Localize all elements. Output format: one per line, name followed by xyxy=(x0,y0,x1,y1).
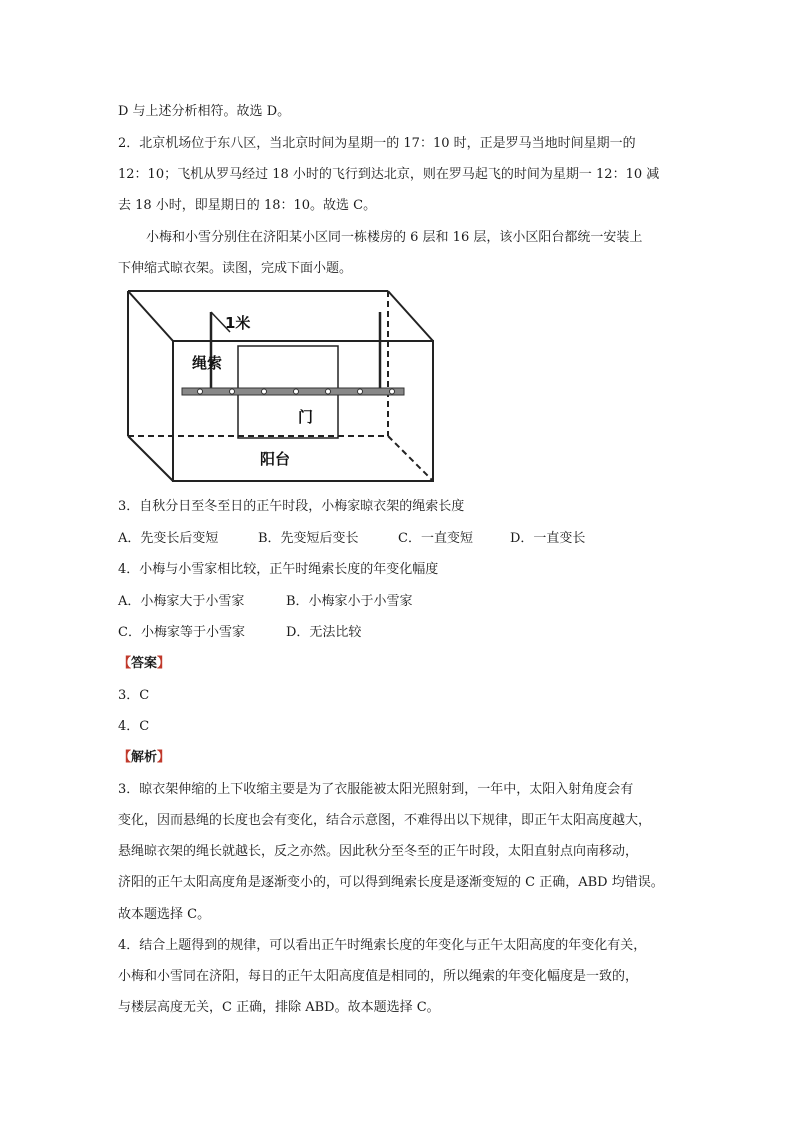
balcony-figure xyxy=(118,286,448,486)
q2-explanation-line: 去 18 小时，即星期日的 18：10。故选 C。 xyxy=(118,198,377,213)
analysis3-line: 3．晾衣架伸缩的上下收缩主要是为了衣服能被太阳光照射到，一年中，太阳入射角度会有 xyxy=(118,782,634,797)
stem-line: 小梅和小雪分别住在济阳某小区同一栋楼房的 6 层和 16 层，该小区阳台都统一安装上 xyxy=(146,230,643,245)
q2-explanation-line: 12：10；飞机从罗马经过 18 小时的飞行到达北京，则在罗马起飞的时间为星期一 12：10 减 xyxy=(118,167,660,182)
q4-stem: 4．小梅与小雪家相比较，正午时绳索长度的年变化幅度 xyxy=(118,562,439,577)
answer-3: 3．C xyxy=(118,688,150,703)
q4-option-d: D．无法比较 xyxy=(286,625,362,640)
q4-option-b: B．小梅家小于小雪家 xyxy=(286,594,413,609)
prev-answer-tail: D 与上述分析相符。故选 D。 xyxy=(118,104,291,119)
label-length: 1米 xyxy=(225,314,251,332)
q4-options-row2 xyxy=(118,624,361,642)
analysis4-line: 与楼层高度无关，C 正确，排除 ABD。故本题选择 C。 xyxy=(118,1000,440,1015)
q3-option-d: D．一直变长 xyxy=(510,531,586,546)
analysis-heading: 【解析】 xyxy=(118,750,171,765)
analysis4-line: 小梅和小雪同在济阳，每日的正午太阳高度值是相同的，所以绳索的年变化幅度是一致的， xyxy=(118,969,639,984)
answer-4: 4．C xyxy=(118,719,150,734)
q3-options xyxy=(118,530,585,548)
label-balcony: 阳台 xyxy=(260,450,291,468)
q2-explanation-line: 2．北京机场位于东八区，当北京时间为星期一的 17：10 时，正是罗马当地时间星期一的 xyxy=(118,136,636,151)
stem-line: 下伸缩式晾衣架。读图，完成下面小题。 xyxy=(118,261,353,276)
q3-stem: 3．自秋分日至冬至日的正午时段，小梅家晾衣架的绳索长度 xyxy=(118,499,465,514)
analysis3-line: 故本题选择 C。 xyxy=(118,907,211,922)
q4-option-a: A．小梅家大于小雪家 xyxy=(118,594,245,609)
q3-option-a: A．先变长后变短 xyxy=(118,531,219,546)
q3-option-c: C．一直变短 xyxy=(398,531,473,546)
q3-option-b: B．先变短后变长 xyxy=(258,531,359,546)
analysis3-line: 济阳的正午太阳高度角是逐渐变小的，可以得到绳索长度是逐渐变短的 C 正确，ABD 均错误。 xyxy=(118,875,664,890)
analysis3-line: 变化，因而悬绳的长度也会有变化，结合示意图，不难得出以下规律，即正午太阳高度越大， xyxy=(118,813,652,828)
answer-heading: 【答案】 xyxy=(118,656,171,671)
analysis4-line: 4．结合上题得到的规律，可以看出正午时绳索长度的年变化与正午太阳高度的年变化有关， xyxy=(118,938,647,953)
label-door: 门 xyxy=(298,408,314,426)
q4-option-c: C．小梅家等于小雪家 xyxy=(118,625,245,640)
label-rope: 绳索 xyxy=(192,354,223,372)
q4-options-row1 xyxy=(118,593,413,611)
analysis3-line: 悬绳晾衣架的绳长就越长，反之亦然。因此秋分至冬至的正午时段，太阳直射点向南移动， xyxy=(118,844,639,859)
